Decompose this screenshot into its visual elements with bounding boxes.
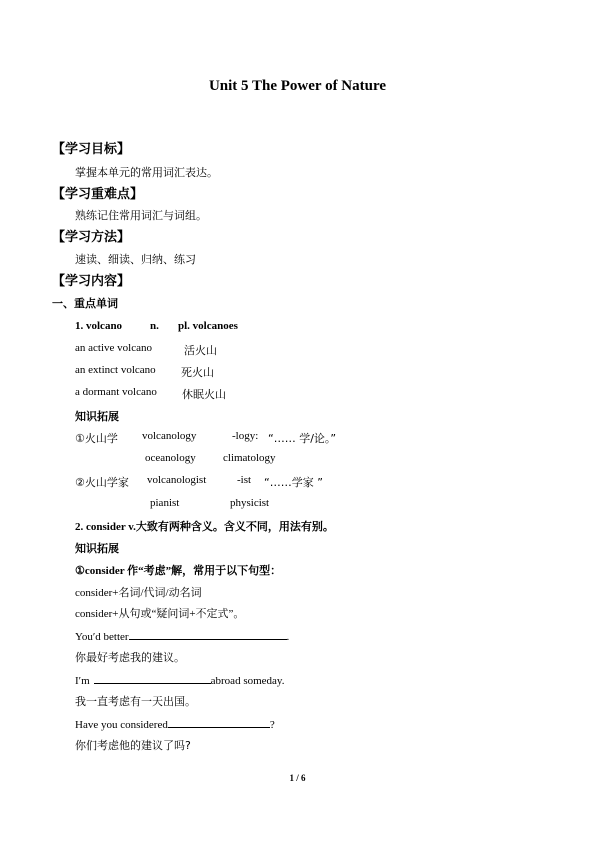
phrase-en: an extinct volcano <box>75 364 156 376</box>
page-number: 1 / 6 <box>289 773 306 783</box>
phrase-en: a dormant volcano <box>75 386 157 398</box>
phrase-cn: 休眠火山 <box>182 388 226 401</box>
section-heading-key-points: 【学习重难点】 <box>52 186 144 201</box>
exercise-2-translation: 我一直考虑有一天出国。 <box>75 695 196 708</box>
ext2-example-a: pianist <box>150 497 180 509</box>
section-heading-goals: 【学习目标】 <box>52 141 131 156</box>
phrase-cn: 活火山 <box>184 344 217 357</box>
exercise-1-translation: 你最好考虑我的建议。 <box>75 651 185 664</box>
vocab-plural: pl. volcanoes <box>178 320 238 332</box>
section-heading-content: 【学习内容】 <box>52 273 131 288</box>
ext2-meaning: “……学家 ” <box>264 476 323 489</box>
ext2-example-b: physicist <box>230 497 270 509</box>
exercise-3-translation: 你们考虑他的建议了吗? <box>75 739 191 752</box>
exercise-sentence-1 <box>75 628 289 643</box>
exercise-1-suffix: . <box>286 631 290 643</box>
ext2-suffix: -ist <box>237 474 252 486</box>
methods-text: 速读、细读、归纳、练习 <box>75 253 196 266</box>
ext1-suffix: -logy: <box>232 430 259 442</box>
goals-text: 掌握本单元的常用词汇表达。 <box>75 166 218 179</box>
extension-label: 知识拓展 <box>75 410 119 423</box>
page-title: Unit 5 The Power of Nature <box>208 78 387 94</box>
part-heading-vocabulary: 一、重点单词 <box>52 297 118 310</box>
section-heading-methods: 【学习方法】 <box>52 229 131 244</box>
exercise-3-prefix: Have you considered <box>75 719 168 731</box>
vocab-pos: n. <box>150 320 159 332</box>
ext2-word: volcanologist <box>147 474 207 486</box>
exercise-sentence-3 <box>75 716 275 731</box>
answer-blank-3[interactable] <box>168 716 270 728</box>
key-points-text: 熟练记住常用词汇与词组。 <box>75 209 207 222</box>
usage-heading: ①consider 作“考虑”解，常用于以下句型： <box>75 565 282 577</box>
exercise-1-prefix: You′d better <box>75 631 129 643</box>
ext1-example-b: climatology <box>223 452 276 464</box>
ext1-example-a: oceanology <box>145 452 196 464</box>
vocab-word-consider: 2. consider v.大致有两种含义。含义不同，用法有别。 <box>75 521 334 533</box>
exercise-2-prefix: I′m <box>75 675 90 687</box>
pattern-1: consider+名词/代词/动名词 <box>75 587 202 599</box>
ext2-cn: ②火山学家 <box>75 476 129 489</box>
exercise-2-suffix: abroad someday. <box>210 675 285 687</box>
ext1-word: volcanology <box>142 430 197 442</box>
vocab-word-volcano: 1. volcano <box>75 320 123 332</box>
ext1-meaning: “…… 学/论。” <box>268 432 337 445</box>
answer-blank-1[interactable] <box>129 628 287 640</box>
phrase-en: an active volcano <box>75 342 152 354</box>
exercise-3-suffix: ? <box>269 719 275 731</box>
pattern-2: consider+从句或“疑问词+不定式”。 <box>75 608 245 620</box>
phrase-cn: 死火山 <box>181 366 214 379</box>
ext1-cn: ①火山学 <box>75 432 118 445</box>
exercise-sentence-2 <box>75 672 284 687</box>
extension-label: 知识拓展 <box>75 542 119 555</box>
answer-blank-2[interactable] <box>94 672 211 684</box>
